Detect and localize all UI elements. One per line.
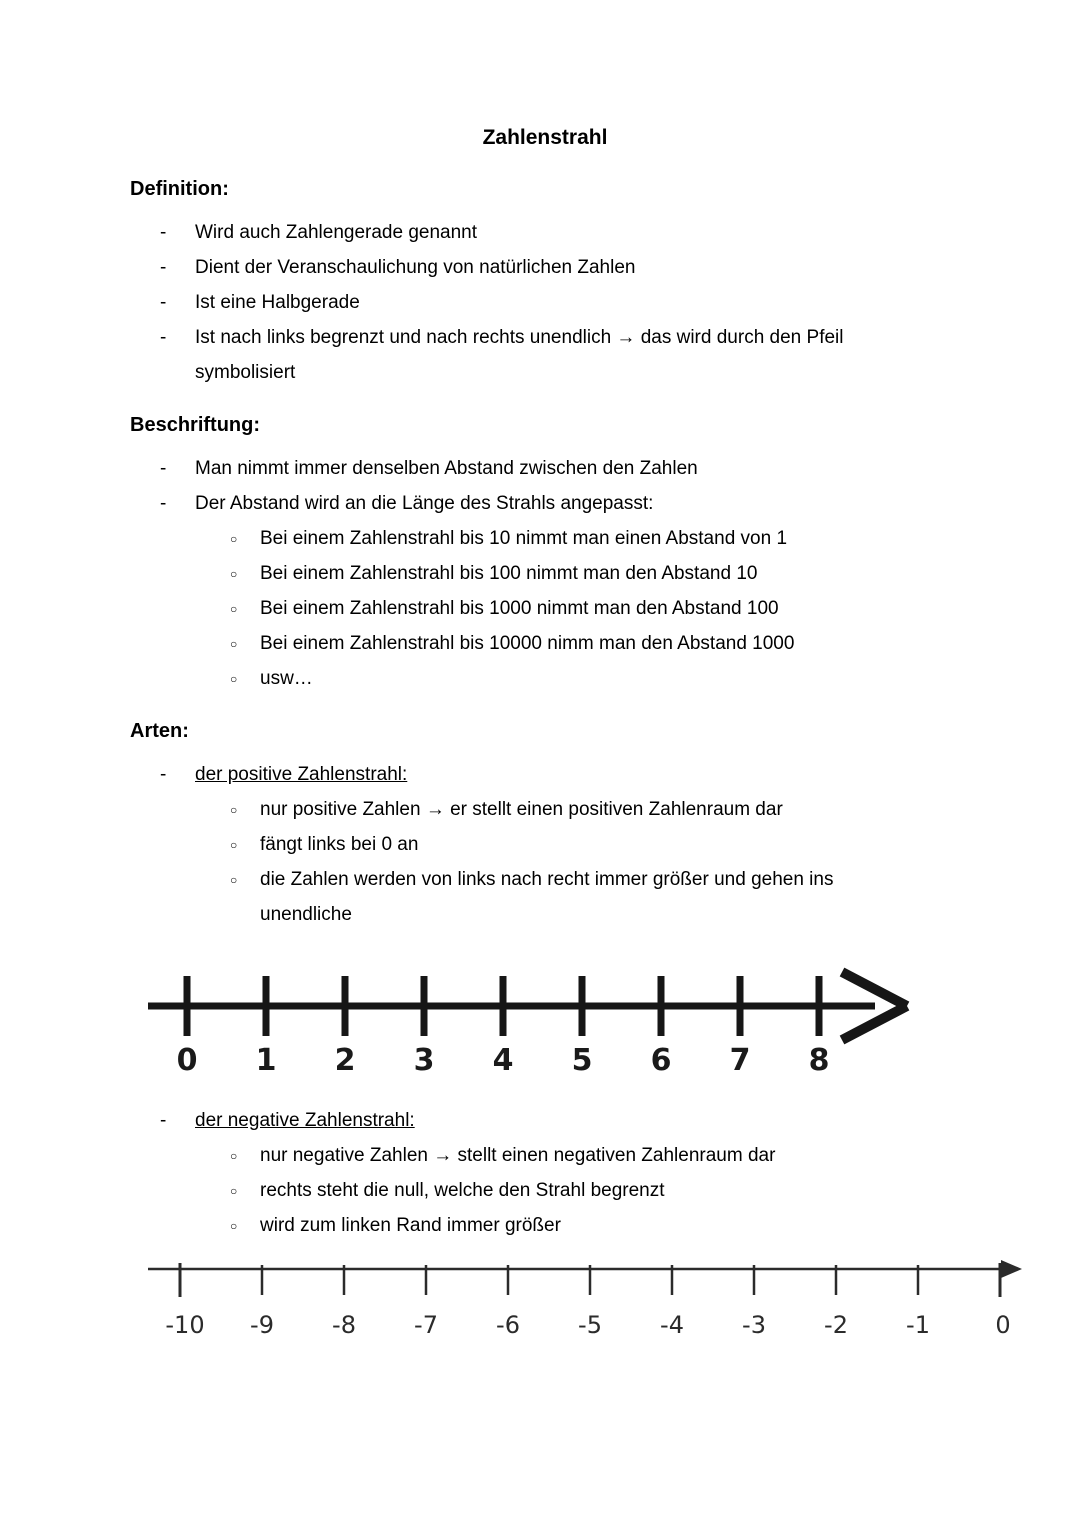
tick-label: -8 — [332, 1311, 356, 1339]
circle-bullet-icon: ○ — [230, 838, 238, 852]
tick-label: 1 — [255, 1043, 277, 1076]
list-item-text: Ist eine Halbgerade — [195, 292, 360, 313]
circle-bullet-icon: ○ — [230, 1219, 238, 1233]
list-item-text: nur positive Zahlen → er stellt einen positiven Zahlenraum dar — [260, 799, 783, 820]
dash-bullet-icon: - — [160, 327, 167, 348]
tick-label: 5 — [571, 1043, 593, 1076]
negative-number-line-figure — [145, 1253, 1011, 1350]
list-item-text: Bei einem Zahlenstrahl bis 100 nimmt man den Abstand 10 — [260, 563, 758, 584]
sub-list-item — [130, 1173, 960, 1208]
list-item — [130, 320, 885, 390]
sub-list-item — [130, 862, 845, 932]
sub-list-item — [130, 827, 960, 862]
tick-label: -2 — [824, 1311, 848, 1339]
sub-list-item — [130, 556, 960, 591]
list-item — [130, 451, 960, 486]
list-item — [130, 250, 960, 285]
tick-label: -6 — [496, 1311, 520, 1339]
tick-label: 8 — [808, 1043, 830, 1076]
tick-label: -10 — [165, 1311, 205, 1339]
circle-bullet-icon: ○ — [230, 567, 238, 581]
section-heading-definition: Definition: — [130, 178, 229, 200]
dash-bullet-icon: - — [160, 292, 167, 313]
sub-list-item — [130, 792, 960, 827]
tick-label: 2 — [334, 1043, 356, 1076]
tick-labels — [177, 1043, 830, 1076]
tick-label: 0 — [995, 1311, 1011, 1339]
list-item-text: Bei einem Zahlenstrahl bis 10000 nimm man den Abstand 1000 — [260, 633, 795, 654]
sub-list-item — [130, 661, 960, 696]
sub-list-item — [130, 626, 960, 661]
tick-label: 4 — [492, 1043, 514, 1076]
positive-number-line — [145, 958, 935, 1076]
circle-bullet-icon: ○ — [230, 873, 238, 887]
dash-bullet-icon: - — [160, 458, 167, 479]
circle-bullet-icon: ○ — [230, 532, 238, 546]
tick-label: -9 — [250, 1311, 274, 1339]
tick-label: -1 — [906, 1311, 930, 1339]
dash-bullet-icon: - — [160, 222, 167, 243]
circle-bullet-icon: ○ — [230, 602, 238, 616]
section-heading-arten: Arten: — [130, 720, 189, 742]
tick-label: 7 — [729, 1043, 751, 1076]
dash-bullet-icon: - — [160, 257, 167, 278]
list-item-text: Man nimmt immer denselben Abstand zwischen den Zahlen — [195, 458, 698, 479]
circle-bullet-icon: ○ — [230, 1184, 238, 1198]
list-item-text: rechts steht die null, welche den Strahl begrenzt — [260, 1180, 665, 1201]
circle-bullet-icon: ○ — [230, 672, 238, 686]
list-item — [130, 486, 960, 521]
list-item — [130, 1103, 960, 1138]
tick-label: -7 — [414, 1311, 438, 1339]
sub-list-item — [130, 591, 960, 626]
section-heading-beschriftung: Beschriftung: — [130, 414, 260, 436]
negative-number-line — [145, 1253, 1027, 1345]
sub-list-item — [130, 1138, 960, 1173]
list-item-text: Wird auch Zahlengerade genannt — [195, 222, 478, 243]
sub-list-item — [130, 521, 960, 556]
axis-arrow-icon — [1001, 1260, 1022, 1278]
dash-bullet-icon: - — [160, 1110, 167, 1131]
document-page — [130, 126, 1011, 1350]
list-item — [130, 757, 960, 792]
positive-line-label: der positive Zahlenstrahl: — [195, 764, 408, 785]
tick-label: 6 — [650, 1043, 672, 1076]
dash-bullet-icon: - — [160, 493, 167, 514]
list-item-text: Ist nach links begrenzt und nach rechts unendlich → das wird durch den Pfeil symbolisiert — [195, 327, 844, 383]
list-item-text: fängt links bei 0 an — [260, 834, 419, 855]
list-item-text: Dient der Veranschaulichung von natürlichen Zahlen — [195, 257, 636, 278]
list-item-text: Der Abstand wird an die Länge des Strahls angepasst: — [195, 493, 654, 514]
list-item-text: nur negative Zahlen → stellt einen negativen Zahlenraum dar — [260, 1145, 776, 1166]
tick-labels — [165, 1311, 1010, 1339]
circle-bullet-icon: ○ — [230, 1149, 238, 1163]
list-item-text: Bei einem Zahlenstrahl bis 1000 nimmt man den Abstand 100 — [260, 598, 779, 619]
circle-bullet-icon: ○ — [230, 637, 238, 651]
circle-bullet-icon: ○ — [230, 803, 238, 817]
tick-label: 3 — [413, 1043, 435, 1076]
tick-label: 0 — [176, 1043, 198, 1076]
tick-label: -4 — [660, 1311, 684, 1339]
positive-number-line-figure — [145, 958, 960, 1081]
list-item-text: Bei einem Zahlenstrahl bis 10 nimmt man einen Abstand von 1 — [260, 528, 788, 549]
dash-bullet-icon: - — [160, 764, 167, 785]
list-item-text: die Zahlen werden von links nach recht immer größer und gehen ins unendliche — [260, 869, 834, 925]
tick-label: -3 — [742, 1311, 766, 1339]
sub-list-item — [130, 1208, 960, 1243]
list-item — [130, 215, 960, 250]
page-title: Zahlenstrahl — [482, 126, 608, 149]
list-item-text: usw… — [260, 668, 313, 689]
tick-label: -5 — [578, 1311, 602, 1339]
list-item-text: wird zum linken Rand immer größer — [260, 1215, 561, 1236]
list-item — [130, 285, 960, 320]
negative-line-label: der negative Zahlenstrahl: — [195, 1110, 415, 1131]
